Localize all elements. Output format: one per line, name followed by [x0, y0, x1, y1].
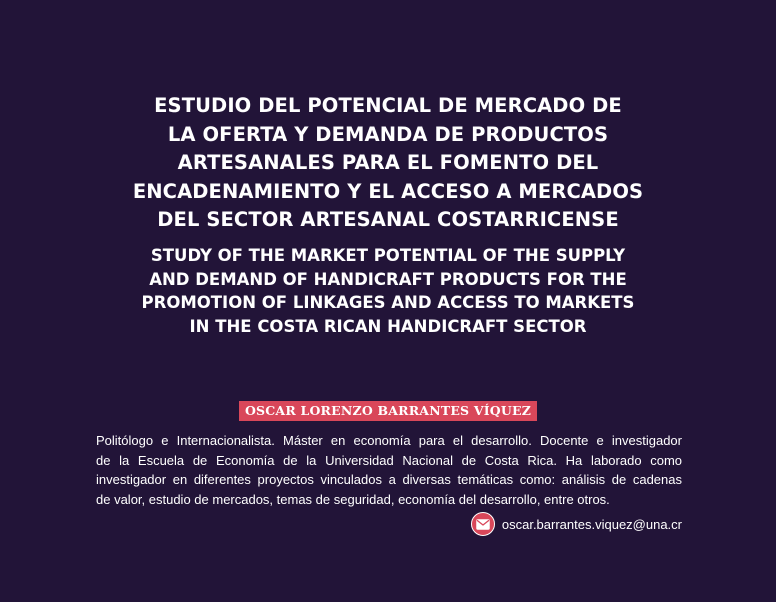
author-bio-line: de la Escuela de Economía de la Universidad Nacional de Costa Rica. Ha laborado como — [96, 452, 682, 468]
title-spanish-line: ARTESANALES PARA EL FOMENTO DEL — [177, 151, 599, 174]
title-spanish-line: DEL SECTOR ARTESANAL COSTARRICENSE — [157, 208, 619, 231]
title-spanish — [60, 92, 716, 235]
author-email-link[interactable]: oscar.barrantes.viquez@una.cr — [501, 516, 682, 532]
title-spanish-line: ENCADENAMIENTO Y EL ACCESO A MERCADOS — [132, 179, 644, 203]
author-name-badge: OSCAR LORENZO BARRANTES VÍQUEZ — [239, 401, 537, 421]
author-bio — [96, 431, 682, 509]
envelope-icon — [471, 512, 495, 536]
title-spanish-line: LA OFERTA Y DEMANDA DE PRODUCTOS — [167, 122, 609, 146]
author-bio-line: de valor, estudio de mercados, temas de seguridad, economía del desarrollo, entre otros. — [96, 491, 610, 507]
title-english-line: AND DEMAND OF HANDICRAFT PRODUCTS FOR THE — [149, 269, 627, 289]
author-name-container — [0, 401, 776, 421]
author-bio-line: Politólogo e Internacionalista. Máster en economía para el desarrollo. Docente e investigador — [96, 433, 682, 448]
author-bio-line: investigador en diferentes proyectos vinculados a diversas temáticas como: análisis de cadenas — [96, 472, 682, 488]
envelope-icon-glyph — [476, 519, 490, 530]
title-spanish-line: ESTUDIO DEL POTENCIAL DE MERCADO DE — [154, 94, 622, 117]
title-english-line: PROMOTION OF LINKAGES AND ACCESS TO MARKETS — [141, 293, 635, 312]
title-english-line: IN THE COSTA RICAN HANDICRAFT SECTOR — [189, 316, 587, 336]
author-email-row[interactable] — [471, 512, 682, 536]
title-english — [60, 244, 716, 338]
title-english-line: STUDY OF THE MARKET POTENTIAL OF THE SUPPLY — [150, 246, 626, 265]
